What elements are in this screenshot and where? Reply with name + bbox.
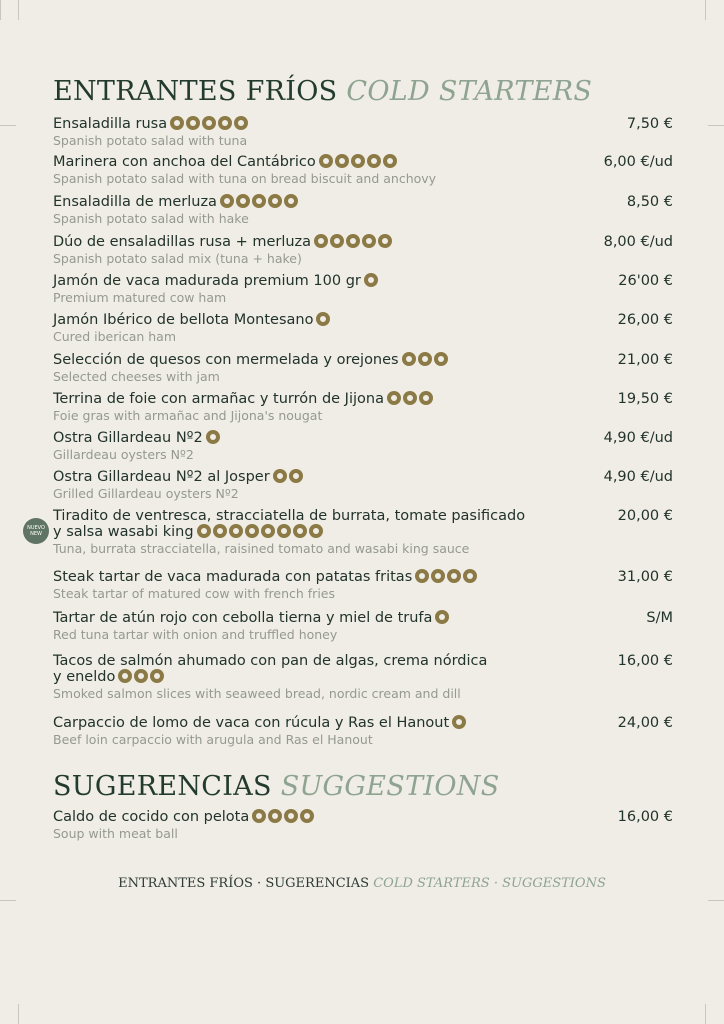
item-description: Selected cheeses with jam [53,369,220,384]
celery-icon [309,524,323,538]
gluten-icon [220,194,234,208]
menu-item [53,610,681,642]
item-description: Foie gras with armañac and Jijona's nougat [53,408,323,423]
item-name [53,569,681,587]
gluten-icon [415,569,429,583]
item-description: Spanish potato salad with tuna on bread biscuit and anchovy [53,171,437,186]
fish-icon [150,669,164,683]
item-description: Spanish potato salad with hake [53,211,249,226]
egg-icon [300,809,314,823]
item-price: 20,00 € [617,508,673,524]
allergen-icons [197,524,325,542]
item-name [53,234,681,252]
menu-item [53,234,681,266]
item-description: Tuna, burrata stracciatella, raisined tomato and wasabi king sauce [53,541,470,556]
mustard-icon [284,194,298,208]
new-badge [23,518,49,544]
fish-icon [335,154,349,168]
item-description: Red tuna tartar with onion and truffled honey [53,627,338,642]
allergen-icons [118,669,166,687]
item-description: Gillardeau oysters Nº2 [53,447,194,462]
section-title-starters [53,76,592,107]
menu-item [53,809,681,841]
item-description: Grilled Gillardeau oysters Nº2 [53,486,239,501]
sulphites-icon [268,809,282,823]
nuts-icon [403,391,417,405]
item-name [53,610,681,628]
item-name [53,352,681,370]
allergen-icons [319,154,399,172]
nuts-icon [289,469,303,483]
gluten-icon [364,273,378,287]
item-name-text: Selección de quesos con mermelada y orejones [53,352,399,368]
section-title-es: ENTRANTES FRÍOS [53,76,338,107]
item-name [53,508,681,542]
allergen-icons [316,312,332,330]
item-name [53,391,681,409]
item-description: Spanish potato salad with tuna [53,133,248,148]
item-description: Premium matured cow ham [53,290,227,305]
allergen-icons [415,569,479,587]
section-title-suggestions [53,771,500,802]
milk-icon [367,154,381,168]
menu-item [53,312,681,344]
gluten-icon [402,352,416,366]
item-price: 26'00 € [618,273,673,289]
item-name-extra: rusa + merluza [194,234,312,250]
item-price: 26,00 € [617,312,673,328]
item-description: Smoked salmon slices with seaweed bread, nordic cream and dill [53,686,461,701]
item-name [53,194,681,212]
mollusc-icon [206,430,220,444]
menu-item [53,430,681,462]
new-badge-en: NEW [30,531,42,537]
item-description: Cured iberican ham [53,329,177,344]
crustacean-icon [277,524,291,538]
nuts-icon [463,569,477,583]
mustard-icon [383,154,397,168]
menu-item [53,569,681,601]
item-price: 8,00 €/ud [603,234,673,250]
crop-mark [0,125,16,126]
menu-item [53,273,681,305]
item-name [53,715,681,733]
item-name [53,809,681,827]
mustard-icon [447,569,461,583]
fish-icon [330,234,344,248]
milk-icon [134,669,148,683]
item-name-text: Ensaladilla de merluza [53,194,217,210]
item-price: 4,90 €/ud [603,469,673,485]
crop-mark [18,1004,19,1024]
item-price: 8,50 € [626,194,673,210]
allergen-icons [252,809,316,827]
item-name-text: Ostra Gillardeau Nº2 [53,430,203,446]
menu-item [53,469,681,501]
item-name-text: Carpaccio de lomo de vaca con rúcula y Ras el Hanout [53,715,450,731]
milk-icon [213,524,227,538]
egg-icon [252,194,266,208]
fish-icon [435,610,449,624]
allergen-icons [452,715,468,733]
egg-icon [351,154,365,168]
item-name-text: Tartar de atún rojo con cebolla tierna y miel de trufa [53,610,433,626]
crop-mark [705,0,706,20]
item-price: 19,50 € [617,391,673,407]
gluten-icon [314,234,328,248]
gluten-icon [170,116,184,130]
gluten-icon [197,524,211,538]
item-name [53,312,681,330]
fish-icon [186,116,200,130]
sulphites-icon [434,352,448,366]
menu-item [53,194,681,226]
menu-item [53,154,681,186]
allergen-icons [435,610,451,628]
egg-icon [202,116,216,130]
item-description: Steak tartar of matured cow with french fries [53,586,335,601]
item-name-text: Ensaladilla rusa [53,116,168,132]
milk-icon [218,116,232,130]
item-price: 16,00 € [617,809,673,825]
crop-mark [0,900,16,901]
item-name-line2: y salsa wasabi king [53,524,194,540]
item-description: Spanish potato salad mix (tuna + hake) [53,251,302,266]
gluten-icon [387,391,401,405]
menu-item [53,508,681,556]
egg-icon [431,569,445,583]
milk-icon [268,194,282,208]
item-price: S/M [646,610,673,626]
section-title-en: SUGGESTIONS [280,771,500,802]
item-name-line2: y eneldo [53,669,116,685]
allergen-icons [387,391,435,409]
item-name-text: Terrina de foie con armañac y turrón de Jijona [53,391,384,407]
menu-item [53,116,681,148]
milk-icon [362,234,376,248]
item-price: 21,00 € [617,352,673,368]
item-price: 6,00 €/ud [603,154,673,170]
allergen-icons [220,194,300,212]
item-description: Soup with meat ball [53,826,178,841]
mustard-icon [234,116,248,130]
new-badge-es: NUEVO [27,525,45,531]
section-title-en: COLD STARTERS [346,76,593,107]
page-footer [0,876,724,891]
item-name-text: Caldo de cocido con pelota [53,809,250,825]
footer-en: COLD STARTERS · SUGGESTIONS [373,876,606,891]
mustard-icon [378,234,392,248]
section-title-es: SUGERENCIAS [53,771,272,802]
footer-es: ENTRANTES FRÍOS · SUGERENCIAS [118,876,370,891]
item-name [53,469,681,487]
egg-icon [346,234,360,248]
item-price: 16,00 € [617,653,673,669]
celery-icon [284,809,298,823]
item-name-text: Steak tartar de vaca madurada con patatas fritas [53,569,413,585]
item-price: 7,50 € [626,116,673,132]
item-name-text: Jamón de vaca madurada premium 100 gr [53,273,361,289]
item-name-text: Marinera con anchoa del Cantábrico [53,154,316,170]
gluten-icon [252,809,266,823]
item-name [53,116,681,134]
sulphites-icon [419,391,433,405]
item-name-text: Tiradito de ventresca, stracciatella de burrata, tomate pasificado [53,508,526,524]
item-name [53,430,681,448]
item-name [53,154,681,172]
crop-mark [708,900,724,901]
milk-icon [452,715,466,729]
egg-icon [229,524,243,538]
menu-item [53,653,681,701]
mollusc-icon [273,469,287,483]
item-price: 24,00 € [617,715,673,731]
crop-mark [0,0,1,20]
item-name-text: Dúo de ensaladillas [53,234,195,250]
fish-icon [293,524,307,538]
crop-mark [705,1004,706,1024]
allergen-icons [170,116,250,134]
item-name-text: Jamón Ibérico de bellota Montesano [53,312,314,328]
allergen-icons [314,234,394,252]
item-price: 31,00 € [617,569,673,585]
gluten-icon [118,669,132,683]
gluten-icon [319,154,333,168]
fish-icon [236,194,250,208]
gluten-icon [316,312,330,326]
item-description: Beef loin carpaccio with arugula and Ras el Hanout [53,732,373,747]
allergen-icons [273,469,305,487]
menu-item [53,391,681,423]
milk-icon [418,352,432,366]
crop-mark [18,0,19,20]
allergen-icons [206,430,222,448]
item-name-text: Tacos de salmón ahumado con pan de algas, crema nórdica [53,653,488,669]
menu-item [53,352,681,384]
crop-mark [708,125,724,126]
item-name-text: Ostra Gillardeau Nº2 al Josper [53,469,270,485]
mustard-icon [261,524,275,538]
item-name [53,653,681,687]
item-price: 4,90 €/ud [603,430,673,446]
allergen-icons [402,352,450,370]
allergen-icons [364,273,380,291]
item-name [53,273,681,291]
mollusc-icon [245,524,259,538]
menu-item [53,715,681,747]
